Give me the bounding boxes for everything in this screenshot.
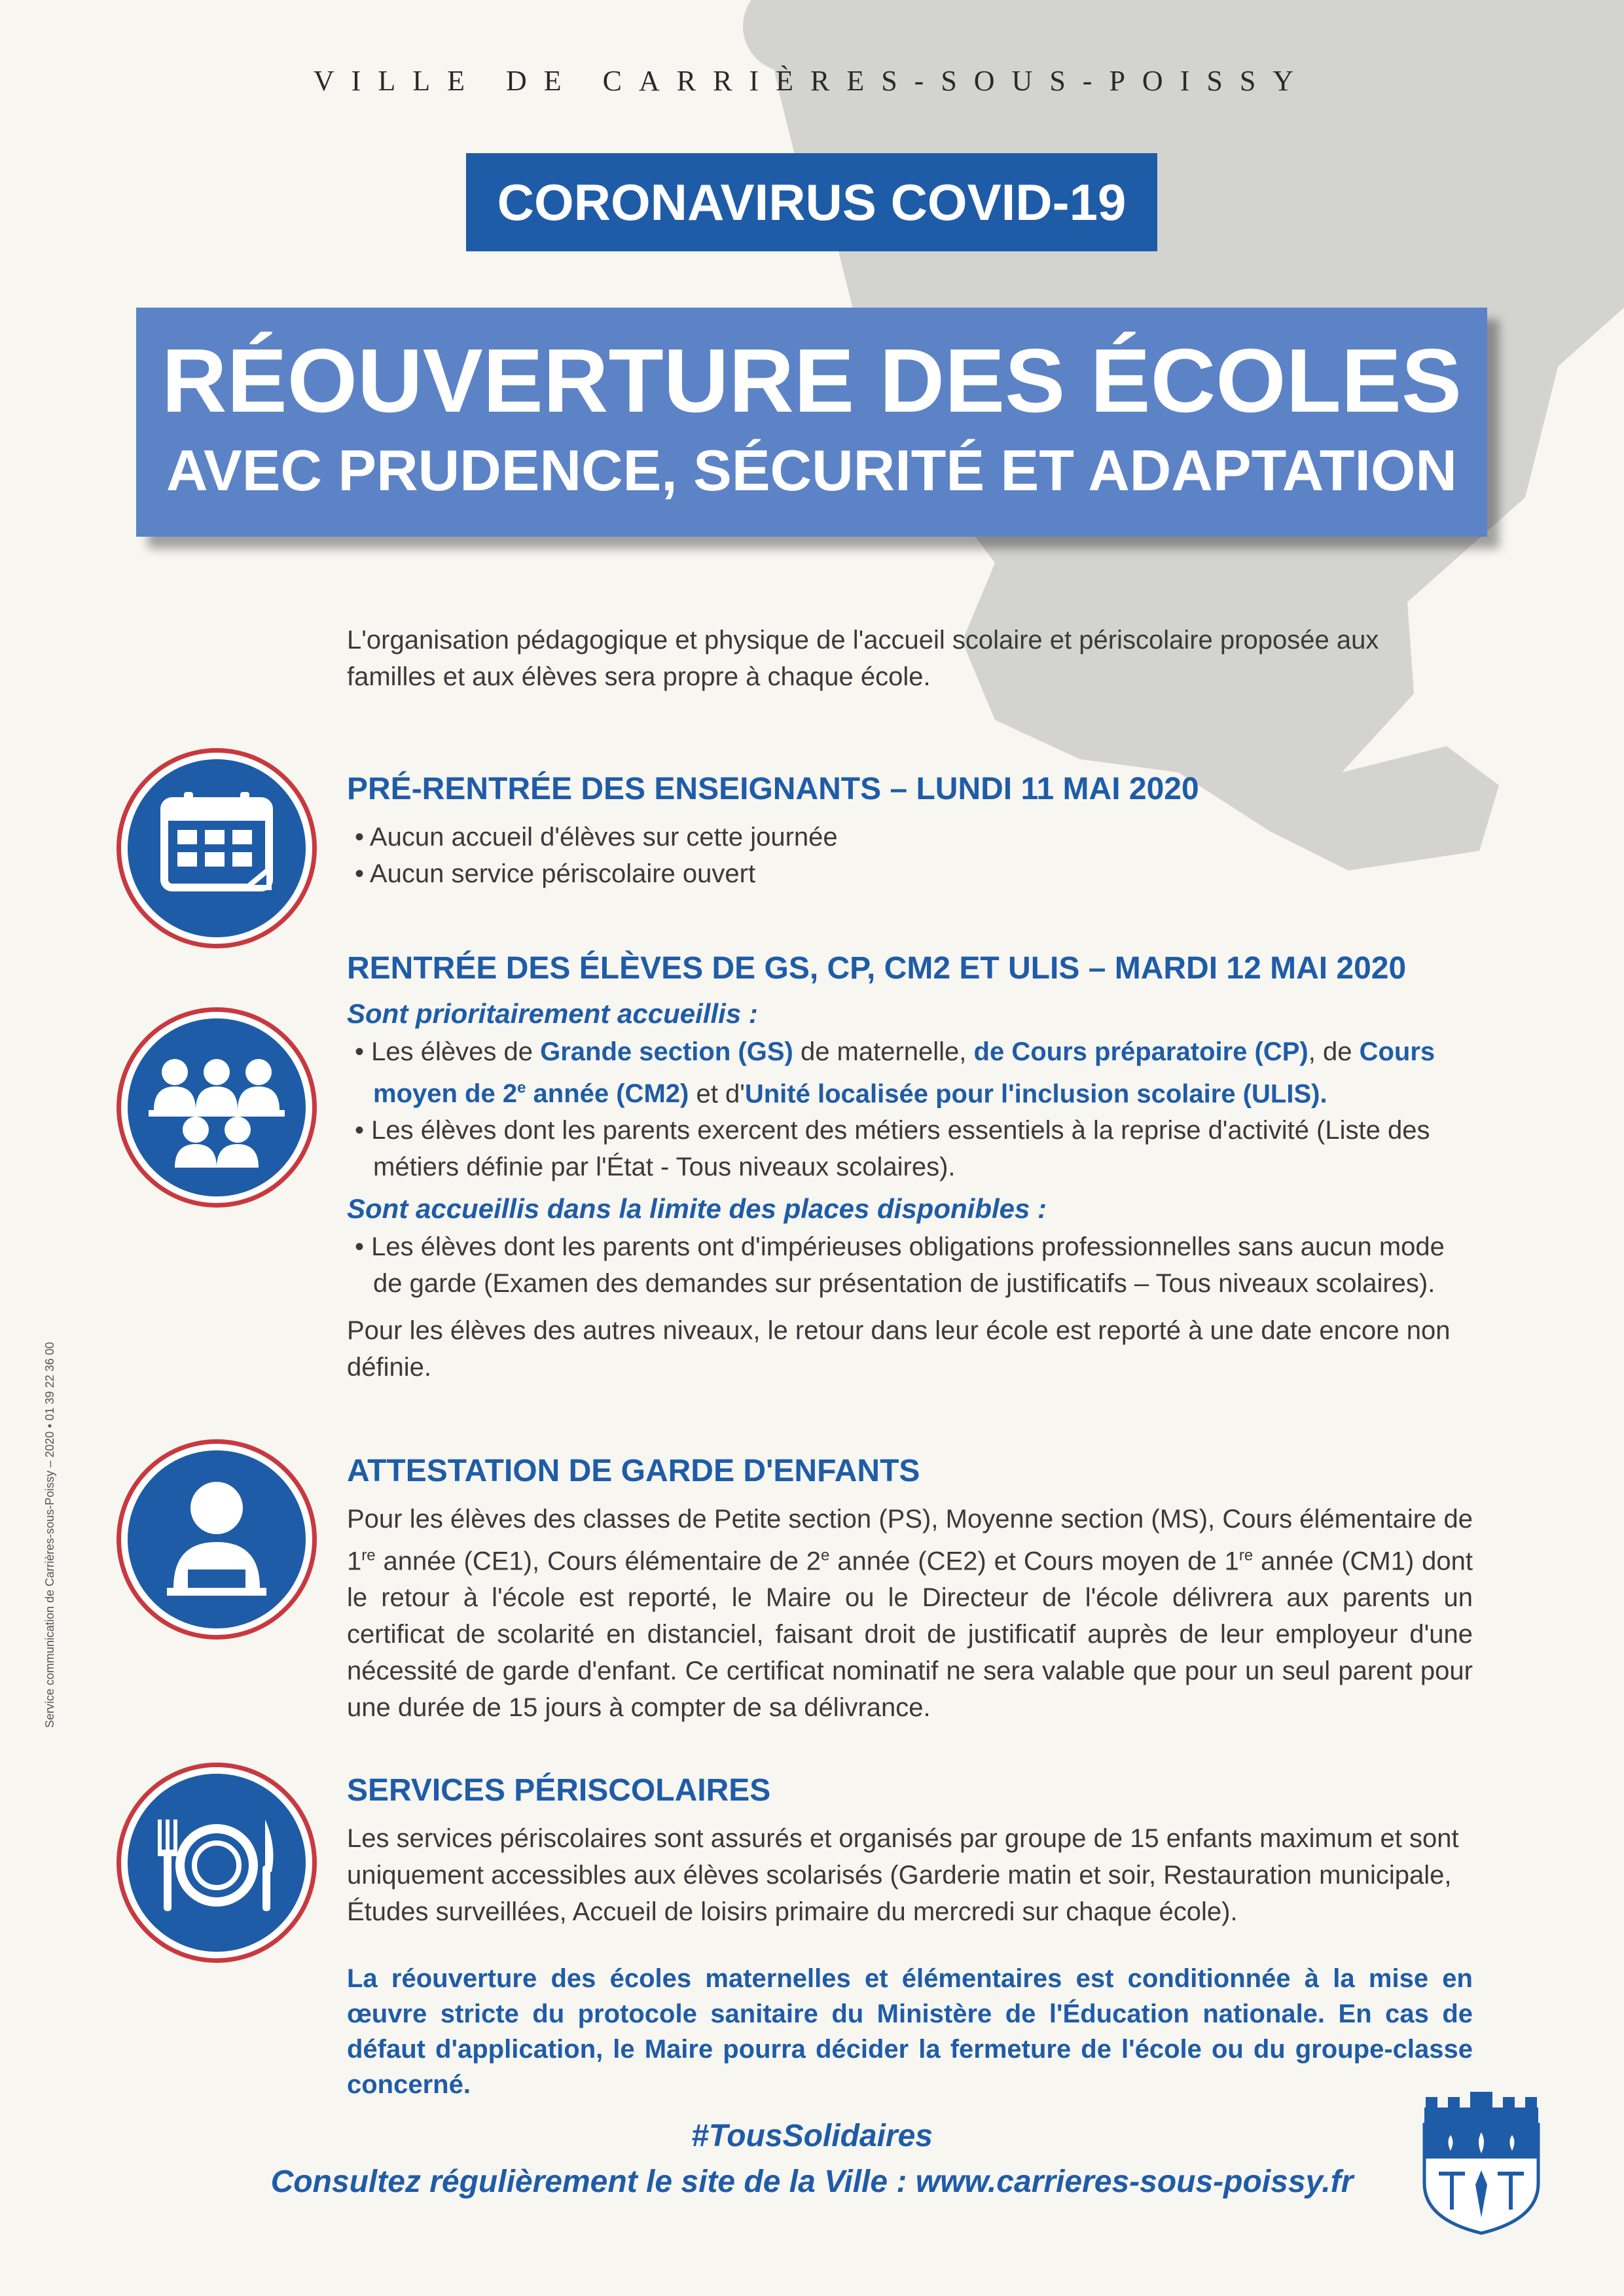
list-item: • Les élèves de Grande section (GS) de maternelle, de Cours préparatoire (CP), de Cours moyen de 2e année (CM2) et d'Unité localisée pour l'inclusion scolaire (ULIS). — [355, 1037, 1435, 1109]
level-gs: Grande section (GS) — [540, 1037, 793, 1066]
title-banner — [136, 308, 1487, 537]
priority-label: Sont prioritairement accueillis : — [347, 998, 758, 1029]
section-attestation — [347, 1453, 1473, 1726]
other-levels-note: Pour les élèves des autres niveaux, le retour dans leur école est reporté à une date encore non définie. — [347, 1316, 1451, 1382]
covid-badge: CORONAVIRUS COVID-19 — [466, 153, 1157, 251]
list-item: • Les élèves dont les parents ont d'impérieuses obligations professionnelles sans aucun mode de garde (Examen des demandes sur présentation de justificatifs – Tous niveaux scolaires). — [355, 1232, 1445, 1299]
bullet-text: Les élèves dont les parents exercent des métiers essentiels à la reprise d'activité (Liste des métiers définie par l'État - Tous niveaux scolaires). — [371, 1116, 1430, 1182]
superscript: re — [361, 1547, 376, 1564]
list-item: • Les élèves dont les parents exercent des métiers essentiels à la reprise d'activité (Liste des métiers définie par l'État - Tous niveaux scolaires). — [355, 1116, 1430, 1182]
intro-text: L'organisation pédagogique et physique de l'accueil scolaire et périscolaire proposée aux familles et aux élèves sera propre à chaque école. — [347, 626, 1379, 691]
text-run: année (CE1), Cours élémentaire de 2 — [375, 1547, 821, 1576]
website-line: Consultez régulièrement le site de la Ville : www.carrieres-sous-poissy.fr — [270, 2164, 1354, 2199]
superscript: e — [820, 1547, 830, 1564]
pupils-icon — [121, 1012, 312, 1203]
periscolaire-text: Les services périscolaires sont assurés et organisés par groupe de 15 enfants maximum et sont uniquement accessibles aux élèves scolarisés (Garderie matin et soir, Restauration municipale, Études surveillées, Accueil de loisirs primaire du mercredi sur chaque école). — [347, 1824, 1459, 1926]
section-periscolaire — [347, 1772, 1473, 1930]
level-cp: de Cours préparatoire (CP) — [973, 1037, 1308, 1066]
section-heading: SERVICES PÉRISCOLAIRES — [347, 1773, 771, 1808]
section-heading: ATTESTATION DE GARDE D'ENFANTS — [347, 1454, 920, 1488]
text-run: année (CM2) — [526, 1079, 689, 1109]
bullet-text: Aucun service périscolaire ouvert — [369, 859, 756, 888]
text-run: Cours moyen de 2 — [373, 1037, 1435, 1109]
superscript: e — [517, 1079, 526, 1097]
text-run: de maternelle, — [793, 1037, 974, 1066]
text-run: et d' — [689, 1079, 745, 1109]
hashtag: #TousSolidaires — [691, 2119, 933, 2153]
superscript: re — [1238, 1547, 1254, 1564]
text-run: Les élèves de — [371, 1037, 541, 1066]
side-credit: Service communication de Carrières-sous-Poissy – 2020 • 01 39 22 36 00 — [43, 1342, 56, 1728]
limit-label: Sont accueillis dans la limite des places disponibles : — [347, 1193, 1047, 1225]
text-run: , de — [1308, 1037, 1360, 1066]
city-crest-icon — [1419, 2085, 1543, 2236]
list-item: • Aucun accueil d'élèves sur cette journée — [355, 823, 838, 852]
text-run: année (CM1) dont le retour à l'école est reporté, le Maire ou le Directeur de l'école délivrera aux parents un certificat de scolarité en distanciel, faisant droit de justificatif auprès de leur employeur d'une nécessité de garde d'enfant. Ce certificat nominatif ne sera valable que pour un seul parent pour une durée de 15 jours à compter de sa délivrance. — [347, 1547, 1473, 1723]
bullet-text: Aucun accueil d'élèves sur cette journée — [369, 823, 838, 852]
meal-icon — [121, 1767, 312, 1958]
child-icon — [121, 1444, 312, 1635]
attestation-text — [347, 1501, 1473, 1726]
section-heading: RENTRÉE DES ÉLÈVES DE GS, CP, CM2 ET ULIS – MARDI 12 MAI 2020 — [347, 951, 1407, 986]
closing-note: La réouverture des écoles maternelles et élémentaires est conditionnée à la mise en œuvre stricte du protocole sanitaire du Ministère de l'Éducation nationale. En cas de défaut d'application, le Maire pourra décider la fermeture de l'école ou du groupe-classe concerné. — [347, 1964, 1473, 2099]
page-subtitle: AVEC PRUDENCE, SÉCURITÉ ET ADAPTATION — [166, 437, 1457, 503]
section-rentree-eleves — [347, 950, 1473, 1386]
text-run: année (CE2) et Cours moyen de 1 — [829, 1547, 1239, 1576]
page-title: RÉOUVERTURE DES ÉCOLES — [162, 331, 1462, 431]
section-heading: PRÉ-RENTRÉE DES ENSEIGNANTS – LUNDI 11 MAI 2020 — [347, 772, 1199, 806]
text-run: Pour les élèves des classes de Petite section (PS), Moyenne section (MS), Cours élémentaire de 1 — [347, 1505, 1473, 1576]
level-ulis: Unité localisée pour l'inclusion scolaire (ULIS). — [744, 1079, 1327, 1109]
city-name: VILLE DE CARRIÈRES-SOUS-POISSY — [313, 65, 1311, 97]
list-item: • Aucun service périscolaire ouvert — [355, 859, 756, 888]
bullet-text: Les élèves dont les parents ont d'impérieuses obligations professionnelles sans aucun mode de garde (Examen des demandes sur présentation de justificatifs – Tous niveaux scolaires). — [371, 1232, 1445, 1299]
section-pre-rentree — [347, 771, 1473, 892]
calendar-icon — [121, 753, 312, 944]
